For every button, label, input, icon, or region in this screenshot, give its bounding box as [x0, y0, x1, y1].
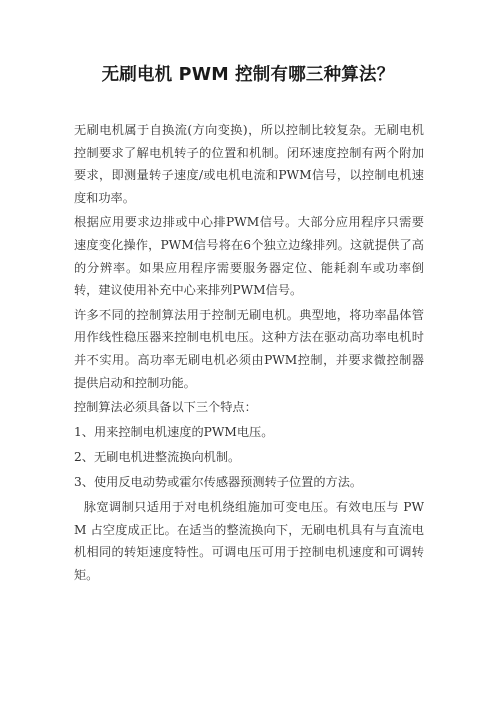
paragraph-control-algorithms: 许多不同的控制算法用于控制无刷电机。典型地，将功率晶体管用作线性稳压器来控制电机电压。这种方法在驱动高功率电机时并不实用。高功率无刷电机必须由PWM控制，并要求微控制器提供启动和控制功能。: [74, 307, 424, 390]
document-body: [74, 119, 424, 588]
list-item-feature-2: 2、无刷电机进整流换向机制。: [74, 450, 241, 465]
list-item-feature-3: 3、使用反电动势或霍尔传感器预测转子位置的方法。: [74, 475, 363, 490]
paragraph-pwm-alignment: 根据应用要求边排或中心排PWM信号。大部分应用程序只需要速度变化操作，PWM信号将在6个独立边缘排列。这就提供了高的分辨率。如果应用程序需要服务器定位、能耗刹车或功率倒转，建议使用补充中心来排列PWM信号。: [74, 215, 424, 298]
paragraph-intro: 无刷电机属于自换流(方向变换)，所以控制比较复杂。无刷电机控制要求了解电机转子的位置和机制。闭环速度控制有两个附加要求，即测量转子速度/或电机电流和PWM信号，以控制电机速度和功率。: [74, 123, 424, 205]
document-title: 无刷电机 PWM 控制有哪三种算法？: [101, 65, 395, 85]
list-item-feature-1: 1、用来控制电机速度的PWM电压。: [74, 425, 274, 440]
paragraph-pwm-duty: 脉宽调制只适用于对电机绕组施加可变电压。有效电压与 PWM 占空度成正比。在适当的整流换向下，无刷电机具有与直流电机相同的转矩速度特性。可调电压可用于控制电机速度和可调转矩。: [74, 500, 424, 582]
paragraph-features-heading: 控制算法必须具备以下三个特点：: [74, 400, 257, 415]
